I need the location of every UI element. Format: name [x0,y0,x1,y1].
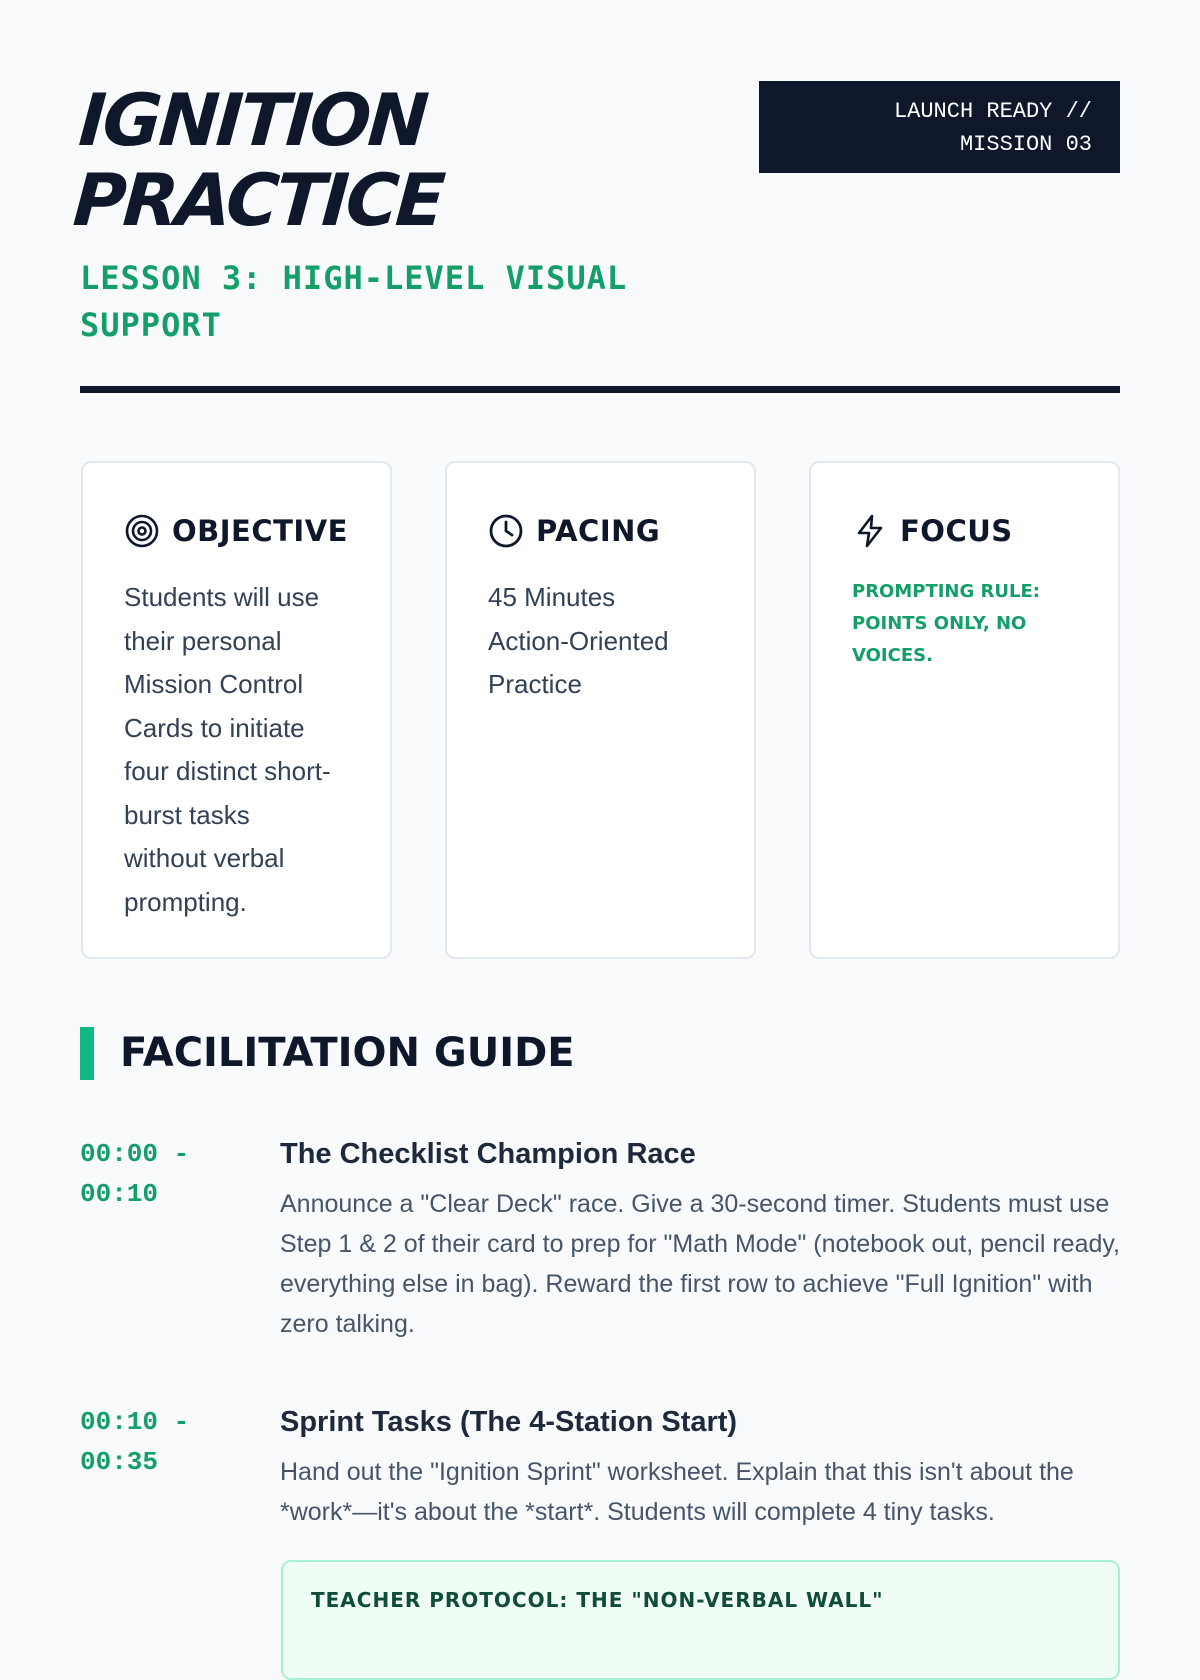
objective-card-title: OBJECTIVE [172,514,348,548]
pacing-text-line: Action-Oriented [488,625,669,656]
focus-card-header [852,511,1013,551]
pacing-text-line: 45 Minutes [488,582,616,612]
pacing-card [445,461,756,959]
focus-card-text [852,576,1062,672]
focus-text-line: POINTS ONLY, NO [852,613,1027,634]
focus-text-line: PROMPTING RULE: [852,581,1040,602]
pacing-card-header [488,511,660,551]
step-title: The Checklist Champion Race [280,1138,696,1170]
lesson-subtitle: LESSON 3: HIGH-LEVEL VISUAL SUPPORT [80,259,628,344]
objective-card-header [124,511,348,551]
pacing-card-text [488,576,720,707]
clock-icon [488,513,524,549]
page-title [71,80,451,240]
section-accent-bar [80,1027,94,1080]
mission-badge-line: MISSION 03 [959,132,1092,157]
pacing-text-line: Practice [488,669,582,699]
step-title: Sprint Tasks (The 4-Station Start) [280,1406,738,1438]
step-time-line: 00:00 - [80,1139,190,1169]
objective-text-line: four distinct short- [124,756,331,786]
lightning-bolt-icon [852,513,888,549]
focus-card [809,461,1120,959]
step-description: Announce a "Clear Deck" race. Give a 30-second timer. Students must use Step 1 & 2 of their card to prep for "Math Mode" (notebook out, pencil ready, everything else in bag). Reward the first row to achieve "Full Ignition" with zero talking. [280,1190,1120,1338]
protocol-label: TEACHER PROTOCOL: THE "NON-VERBAL WALL" [311,1588,884,1612]
page-title-line: PRACTICE [70,158,446,242]
step-time-line: 00:35 [80,1447,159,1477]
objective-text-line: Students will use [124,582,320,612]
objective-text-line: their personal [124,625,282,656]
objective-text-line: burst tasks [124,799,250,830]
objective-text-line: Cards to initiate [124,712,305,743]
page-title-line: IGNITION [76,78,429,162]
teacher-protocol-callout [281,1560,1120,1680]
header-divider [80,386,1120,393]
objective-text-line: Mission Control [124,669,304,699]
objective-text-line: prompting. [124,886,247,917]
focus-card-title: FOCUS [900,514,1013,548]
section-title: FACILITATION GUIDE [120,1030,575,1076]
mission-badge-line: LAUNCH READY // [893,99,1092,124]
mission-badge [759,81,1120,173]
objective-card [81,461,392,959]
step-time-line: 00:10 [80,1179,159,1209]
pacing-card-title: PACING [536,514,661,548]
step-time-line: 00:10 - [80,1407,190,1437]
step-time-range [80,1402,230,1482]
step-time-range [80,1134,230,1214]
focus-text-line: VOICES. [852,645,933,666]
step-description: Hand out the "Ignition Sprint" worksheet. Explain that this isn't about the *work*—it's about the *start*. Students will complete 4 tiny tasks. [280,1458,1074,1526]
target-icon [124,513,160,549]
objective-card-text [124,576,356,924]
objective-text-line: without verbal [124,843,285,873]
